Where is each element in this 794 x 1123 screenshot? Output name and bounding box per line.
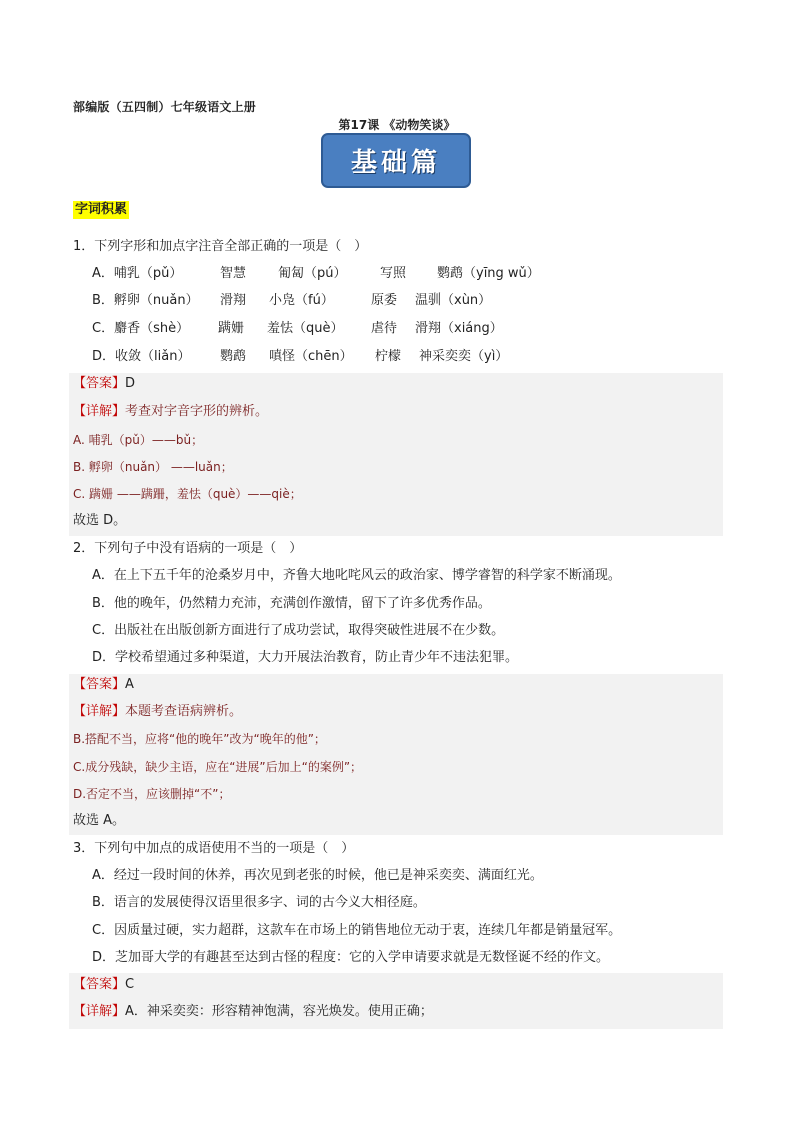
answer-label: 【答案】	[73, 977, 126, 992]
q1-b-term-2: 滑翔	[220, 293, 247, 308]
detail-label: 【详解】	[73, 704, 126, 719]
q3-detail	[73, 1003, 433, 1021]
q1-a-term-3: 匍匐（pú）	[278, 266, 347, 281]
detail-label: 【详解】	[73, 1004, 126, 1019]
section-label: 字词积累	[75, 202, 128, 217]
q2-detail	[73, 703, 242, 721]
q2-option-b: B．他的晚年，仍然精力充沛，充满创作激情，留下了许多优秀作品。	[92, 596, 491, 611]
q1-a-term-2: 智慧	[220, 266, 247, 281]
q1-c-term-5: 滑翔（xiáng）	[415, 321, 503, 336]
q2-analysis-c: C.成分残缺，缺少主语，应在“进展”后加上“的案例”；	[73, 760, 363, 774]
q1-analysis-a: A. 哺乳（pǔ）——bǔ；	[73, 433, 204, 447]
book-title: 部编版（五四制）七年级语文上册	[73, 100, 257, 114]
q1-answer	[73, 375, 135, 393]
q1-d-term-2: 鹦鹉	[220, 349, 247, 364]
q1-detail	[73, 403, 268, 421]
q1-answer-box	[69, 373, 723, 536]
q1-d-term-1: D．收敛（liǎn）	[92, 349, 191, 364]
q1-analysis-c: C. 蹒姗 ——蹒跚，羞怯（què）——qiè；	[73, 487, 302, 501]
q3-answer	[73, 976, 134, 994]
q1-a-term-1: A．哺乳（pǔ）	[92, 266, 183, 281]
q2-option-c: C．出版社在出版创新方面进行了成功尝试，取得突破性进展不在少数。	[92, 623, 505, 638]
answer-value: A	[125, 677, 134, 692]
q1-option-a	[92, 265, 562, 283]
answer-value: D	[125, 376, 136, 391]
q3-option-b: B．语言的发展使得汉语里很多字、词的古今义大相径庭。	[92, 895, 426, 910]
q2-option-a: A．在上下五千年的沧桑岁月中，齐鲁大地叱咤风云的政治家、博学睿智的科学家不断涌现。	[92, 568, 621, 583]
q2-option-d: D．学校希望通过多种渠道，大力开展法治教育，防止青少年不违法犯罪。	[92, 650, 519, 665]
q1-c-term-3: 羞怯（què）	[267, 321, 344, 336]
q1-b-term-4: 原委	[371, 293, 398, 308]
q3-option-d: D．芝加哥大学的有趣甚至达到古怪的程度：它的入学申请要求就是无数怪诞不经的作文。	[92, 950, 610, 965]
q1-c-term-1: C．麝香（shè）	[92, 321, 190, 336]
section-banner: 基础篇	[321, 133, 471, 188]
detail-label: 【详解】	[73, 404, 126, 419]
answer-value: C	[125, 977, 135, 992]
q1-a-term-4: 写照	[380, 266, 407, 281]
q3-option-c: C．因质量过硬，实力超群，这款车在市场上的销售地位无动于衷，连续几年都是销量冠军。	[92, 923, 622, 938]
q1-conclusion: 故选 D。	[73, 513, 127, 528]
question-3-stem: 3．下列句中加点的成语使用不当的一项是（ ）	[73, 841, 355, 856]
detail-text: 本题考查语病辨析。	[125, 704, 243, 719]
question-1-stem: 1．下列字形和加点字注音全部正确的一项是（ ）	[73, 239, 368, 254]
q2-analysis-d: D.否定不当，应该删掉“不”；	[73, 787, 231, 801]
answer-label: 【答案】	[73, 376, 126, 391]
detail-text: 考查对字音字形的辨析。	[125, 404, 269, 419]
q2-answer	[73, 676, 134, 694]
q1-option-d	[92, 348, 562, 366]
question-2-stem: 2．下列句子中没有语病的一项是（ ）	[73, 541, 303, 556]
lesson-title: 第17课 《动物笑谈》	[338, 118, 456, 132]
q1-c-term-4: 虐待	[371, 321, 398, 336]
q1-d-term-3: 嗔怪（chēn）	[269, 349, 353, 364]
q1-c-term-2: 蹒姗	[218, 321, 245, 336]
detail-text: A．神采奕奕：形容精神饱满，容光焕发。使用正确；	[125, 1004, 433, 1019]
q2-analysis-b: B.搭配不当，应将“他的晚年”改为“晚年的他”；	[73, 732, 326, 746]
q1-b-term-3: 小凫（fú）	[269, 293, 334, 308]
q3-option-a: A．经过一段时间的休养，再次见到老张的时候，他已是神采奕奕、满面红光。	[92, 868, 543, 883]
q1-analysis-b: B. 孵卵（nuǎn） ——luǎn；	[73, 460, 233, 474]
q1-d-term-4: 柠檬	[375, 349, 402, 364]
q1-option-b	[92, 292, 562, 310]
q1-d-term-5: 神采奕奕（yì）	[419, 349, 509, 364]
q1-option-c	[92, 320, 562, 338]
answer-label: 【答案】	[73, 677, 126, 692]
q1-a-term-5: 鹦鹉（yīng wǔ）	[437, 266, 540, 281]
q2-answer-box	[69, 674, 723, 835]
q1-b-term-5: 温驯（xùn）	[415, 293, 492, 308]
q2-conclusion: 故选 A。	[73, 813, 126, 828]
q1-b-term-1: B．孵卵（nuǎn）	[92, 293, 199, 308]
